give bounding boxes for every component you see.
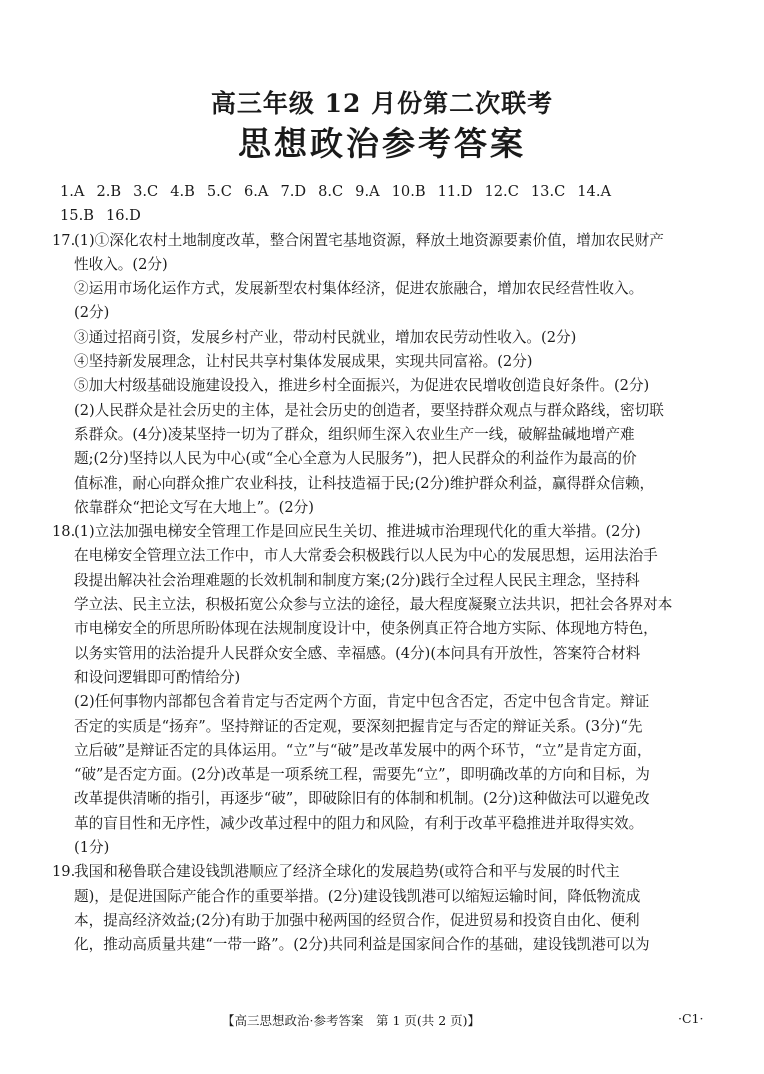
- text-line: 题;(2分)坚持以人民为中心(或“全心全意为人民服务”)，把人民群众的利益作为最高的价: [74, 450, 637, 468]
- text-line: 学立法、民主立法，积极拓宽公众参与立法的途径，最大程度凝聚立法共识，把社会各界对本: [74, 596, 673, 614]
- text-line: 革的盲目性和无序性，减少改革过程中的阻力和风险，有利于改革平稳推进并取得实效。: [74, 814, 644, 832]
- text-line: (1)立法加强电梯安全管理工作是回应民生关切、推进城市治理现代化的重大举措。(2分): [74, 523, 641, 541]
- question-number: 19.: [52, 863, 76, 881]
- answer-item: 15.B: [60, 207, 94, 225]
- question-17-lines: [60, 229, 710, 521]
- text-line: 否定的实质是“扬弃”。坚持辩证的否定观，要深刻把握肯定与否定的辩证关系。(3分)“先: [74, 717, 643, 735]
- answer-item: 8.C: [318, 183, 344, 200]
- answer-item: 9.A: [355, 183, 380, 200]
- text-line: 系群众。(4分)凌某坚持一切为了群众，组织师生深入农业生产一线，破解盐碱地增产难: [74, 425, 635, 443]
- text-line: 本，提高经济效益;(2分)有助于加强中秘两国的经贸合作，促进贸易和投资自由化、便利: [74, 911, 640, 929]
- text-line: 值标准，耐心向群众推广农业科技，让科技造福于民;(2分)维护群众利益，赢得群众信赖，: [74, 474, 655, 492]
- text-line: (2分): [74, 304, 110, 322]
- text-line: 以务实管用的法治提升人民群众安全感、幸福感。(4分)(本问具有开放性，答案符合材料: [74, 644, 641, 662]
- answer-key-title: 思想政治参考答案: [238, 124, 526, 163]
- answer-item: 1.A: [60, 183, 85, 200]
- text-line: 性收入。(2分): [74, 255, 168, 273]
- text-line: (2)任何事物内部都包含着肯定与否定两个方面，肯定中包含否定，否定中包含肯定。辩证: [74, 693, 650, 711]
- text-line: (1分): [74, 839, 110, 857]
- answer-item: 4.B: [170, 183, 195, 200]
- text-line: “破”是否定方面。(2分)改革是一项系统工程，需要先“立”，即明确改革的方向和目标，为: [74, 766, 650, 784]
- question-19: [52, 860, 710, 957]
- text-line: 和设问逻辑即可酌情给分): [74, 668, 241, 686]
- footer-page-info: 【高三思想政治·参考答案 第 1 页(共 2 页)】: [222, 1013, 481, 1028]
- answer-item: 2.B: [96, 183, 122, 200]
- answer-item: 16.D: [105, 207, 141, 225]
- answers-row-2: [60, 204, 710, 228]
- text-line: 化，推动高质量共建“一带一路”。(2分)共同利益是国家间合作的基础，建设钱凯港可以为: [74, 936, 650, 954]
- question-18-lines: [60, 520, 710, 860]
- answer-item: 12.C: [484, 183, 519, 200]
- text-line: ②运用市场化运作方式，发展新型农村集体经济，促进农旅融合，增加农民经营性收入。: [74, 280, 644, 298]
- text-line: 题)，是促进国际产能合作的重要举措。(2分)建设钱凯港可以缩短运输时间，降低物流成: [74, 887, 641, 905]
- text-line: 依靠群众“把论文写在大地上”。(2分): [74, 498, 314, 516]
- text-line: 市电梯安全的所思所盼体现在法规制度设计中，使条例真正符合地方实际、体现地方特色，: [74, 620, 658, 638]
- answer-item: 3.C: [133, 183, 159, 200]
- answer-item: 5.C: [206, 183, 232, 200]
- answer-item: 6.A: [243, 183, 269, 200]
- text-line: 立后破”是辩证否定的具体运用。“立”与“破”是改革发展中的两个环节，“立”是肯定方面，: [74, 741, 652, 759]
- question-19-lines: [60, 860, 710, 957]
- text-line: 在电梯安全管理立法工作中，市人大常委会积极践行以人民为中心的发展思想，运用法治手: [74, 547, 658, 565]
- text-line: 段提出解决社会治理难题的长效机制和制度方案;(2分)践行全过程人民民主理念，坚持科: [74, 571, 640, 589]
- answer-item: 7.D: [280, 183, 307, 200]
- answer-item: 11.D: [437, 183, 473, 200]
- answer-item: 13.C: [530, 183, 566, 200]
- question-17: [52, 229, 710, 521]
- answer-item: 10.B: [391, 183, 426, 200]
- document-body: [52, 180, 710, 958]
- answers-row-1: [60, 180, 710, 204]
- text-line: ⑤加大村级基础设施建设投入，推进乡村全面振兴，为促进农民增收创造良好条件。(2分): [74, 377, 650, 395]
- answer-item: 14.A: [577, 183, 612, 200]
- question-number: 17.: [52, 231, 76, 249]
- text-line: (1)①深化农村土地制度改革，整合闲置宅基地资源，释放土地资源要素价值，增加农民财产: [74, 231, 664, 249]
- footer-code: ·C1·: [678, 1011, 704, 1026]
- text-line: 改革提供清晰的指引，再逐步“破”，即破除旧有的体制和机制。(2分)这种做法可以避免改: [74, 790, 650, 808]
- exam-title: 高三年级 12 月份第二次联考: [210, 89, 554, 118]
- text-line: 我国和秘鲁联合建设钱凯港顺应了经济全球化的发展趋势(或符合和平与发展的时代主: [74, 863, 620, 881]
- text-line: ③通过招商引资，发展乡村产业，带动村民就业，增加农民劳动性收入。(2分): [74, 328, 577, 346]
- question-18: [52, 520, 710, 860]
- question-number: 18.: [52, 523, 76, 541]
- text-line: (2)人民群众是社会历史的主体，是社会历史的创造者，要坚持群众观点与群众路线，密切联: [74, 401, 664, 419]
- text-line: ④坚持新发展理念，让村民共享村集体发展成果，实现共同富裕。(2分): [74, 353, 533, 371]
